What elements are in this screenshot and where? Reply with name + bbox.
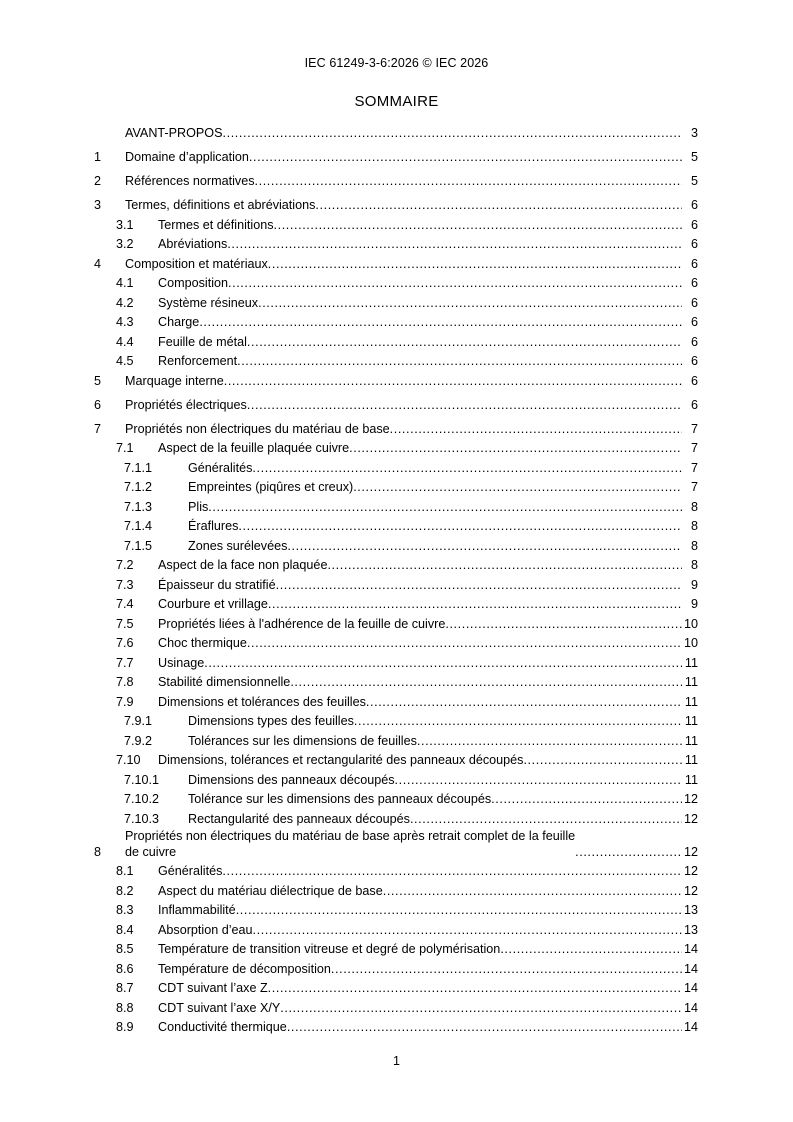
toc-entry-title: Abréviations xyxy=(158,237,228,251)
toc-entry[interactable] xyxy=(94,148,698,168)
toc-entry-page: 14 xyxy=(683,942,698,956)
dot-leader xyxy=(255,172,683,192)
dot-leader xyxy=(268,979,682,999)
dot-leader xyxy=(253,921,682,941)
toc-entry[interactable] xyxy=(94,940,698,960)
toc-entry-title: Stabilité dimensionnelle xyxy=(158,675,291,689)
toc-entry[interactable] xyxy=(94,172,698,192)
toc-entry-title: Absorption d’eau xyxy=(158,922,253,937)
dot-leader xyxy=(354,712,682,732)
toc-entry[interactable] xyxy=(94,790,698,810)
toc-entry-number: 7.4 xyxy=(116,597,134,611)
dot-leader xyxy=(252,459,682,479)
toc-entry[interactable] xyxy=(94,732,698,752)
toc-entry-number: 7.1.2 xyxy=(124,480,153,494)
dot-leader xyxy=(383,882,682,902)
toc-entry[interactable] xyxy=(94,498,698,518)
dot-leader xyxy=(236,901,682,921)
toc-entry-page: 11 xyxy=(684,772,698,787)
toc-entry[interactable] xyxy=(94,255,698,275)
toc-entry[interactable] xyxy=(94,712,698,732)
toc-entry-title: Renforcement xyxy=(158,354,238,368)
toc-entry[interactable] xyxy=(94,829,698,862)
dot-leader xyxy=(395,771,682,791)
toc-entry-page: 8 xyxy=(690,558,698,572)
toc-entry[interactable] xyxy=(94,196,698,216)
toc-entry-page: 11 xyxy=(684,675,698,689)
toc-entry-page: 5 xyxy=(690,174,698,188)
toc-entry-number: 4.3 xyxy=(116,315,134,329)
toc-entry-title: Dimensions des panneaux découpés xyxy=(188,772,395,787)
toc-entry-title: CDT suivant l’axe X/Y xyxy=(158,1000,281,1015)
toc-entry-page: 12 xyxy=(683,792,698,806)
toc-entry[interactable] xyxy=(94,333,698,353)
dot-leader xyxy=(276,576,682,596)
toc-entry-page: 6 xyxy=(690,373,698,388)
toc-entry-title: Propriétés électriques xyxy=(125,397,247,412)
toc-entry-number: 4.4 xyxy=(116,334,134,349)
toc-entry-page: 10 xyxy=(683,616,698,631)
dot-leader xyxy=(224,372,682,392)
toc-entry-page: 7 xyxy=(690,480,698,494)
toc-entry[interactable] xyxy=(94,274,698,294)
toc-entry-title: Propriétés non électriques du matériau de base xyxy=(125,421,390,436)
toc-entry-number: 8.1 xyxy=(116,864,134,878)
toc-entry-title: Système résineux xyxy=(158,295,259,310)
toc-entry-page: 14 xyxy=(683,981,698,995)
toc-entry-page: 7 xyxy=(690,441,698,455)
toc-entry-title: Termes, définitions et abréviations xyxy=(125,198,316,212)
dot-leader xyxy=(523,751,682,771)
toc-entry-number: 4.2 xyxy=(116,295,134,310)
toc-entry-title: Tolérance sur les dimensions des panneaux découpés xyxy=(188,792,492,806)
dot-leader xyxy=(353,478,682,498)
toc-entry-title: Zones surélevées xyxy=(188,538,288,553)
toc-entry-number: 8 xyxy=(94,844,102,859)
toc-entry-title: Charge xyxy=(158,315,200,329)
page-number: 1 xyxy=(393,1054,400,1068)
toc-entry-page: 6 xyxy=(690,397,698,412)
toc-entry-title: Feuille de métal xyxy=(158,334,247,349)
toc-entry-page: 12 xyxy=(683,844,698,859)
toc-entry-page: 12 xyxy=(683,883,698,898)
page-title: SOMMAIRE xyxy=(354,93,439,110)
dot-leader xyxy=(390,420,682,440)
toc-entry[interactable] xyxy=(94,901,698,921)
toc-entry-page: 14 xyxy=(683,961,698,976)
toc-entry[interactable] xyxy=(94,478,698,498)
toc-entry-page: 8 xyxy=(690,538,698,553)
dot-leader xyxy=(208,498,682,518)
toc-entry[interactable] xyxy=(94,999,698,1019)
toc-entry-page: 7 xyxy=(690,460,698,475)
toc-entry-number: 8.5 xyxy=(116,942,134,956)
toc-entry-number: 7.10.2 xyxy=(124,792,160,806)
toc-entry-page: 6 xyxy=(690,256,698,271)
toc-entry-page: 13 xyxy=(683,903,698,917)
toc-entry[interactable] xyxy=(94,352,698,372)
toc-entry-title: Termes et définitions xyxy=(158,217,274,232)
toc-entry[interactable] xyxy=(94,1018,698,1038)
toc-entry-page: 6 xyxy=(690,276,698,290)
dot-leader xyxy=(268,255,682,275)
toc-entry-page: 12 xyxy=(683,811,698,826)
toc-entry-number: 5 xyxy=(94,373,102,388)
toc-entry[interactable] xyxy=(94,634,698,654)
toc-entry-title: Dimensions types des feuilles xyxy=(188,714,354,728)
toc-entry[interactable] xyxy=(94,124,698,144)
toc-entry-number: 3 xyxy=(94,198,102,212)
toc-entry-title: Généralités xyxy=(188,460,253,475)
dot-leader xyxy=(410,810,682,830)
toc-entry-page: 11 xyxy=(684,753,698,767)
toc-entry-page: 3 xyxy=(690,126,698,140)
toc-entry-number: 8.6 xyxy=(116,961,134,976)
toc-entry[interactable] xyxy=(94,556,698,576)
toc-entry-number: 7 xyxy=(94,421,102,436)
dot-leader xyxy=(417,732,682,752)
toc-entry-number: 3.1 xyxy=(116,217,134,232)
dot-leader xyxy=(491,790,682,810)
toc-entry-title: Dimensions et tolérances des feuilles xyxy=(158,694,366,709)
toc-entry-number: 7.9 xyxy=(116,694,134,709)
dot-leader xyxy=(249,148,682,168)
dot-leader xyxy=(222,862,682,882)
toc-entry-title: Propriétés liées à l'adhérence de la feuille de cuivre xyxy=(158,616,446,631)
toc-entry-page: 6 xyxy=(690,334,698,349)
dot-leader xyxy=(287,1018,682,1038)
toc-entry[interactable] xyxy=(94,294,698,314)
dot-leader xyxy=(258,294,682,314)
toc-entry-number: 7.9.2 xyxy=(124,733,153,748)
dot-leader xyxy=(366,693,682,713)
toc-entry-title: Choc thermique xyxy=(158,636,247,650)
toc-entry-title: Usinage xyxy=(158,655,205,670)
toc-entry-number: 7.8 xyxy=(116,675,134,689)
toc-entry-title: Aspect de la face non plaquée xyxy=(158,558,328,572)
toc-entry-title-continued: de cuivre xyxy=(125,845,177,859)
toc-entry-page: 8 xyxy=(690,499,698,514)
toc-entry-number: 8.8 xyxy=(116,1000,134,1015)
toc-entry-title: Généralités xyxy=(158,864,223,878)
toc-entry-title: Empreintes (piqûres et creux) xyxy=(188,480,354,494)
toc-entry[interactable] xyxy=(94,654,698,674)
toc-entry[interactable] xyxy=(94,921,698,941)
toc-entry[interactable] xyxy=(94,862,698,882)
toc-entry[interactable] xyxy=(94,615,698,635)
toc-entry-page: 13 xyxy=(683,922,698,937)
toc-entry-number: 4.5 xyxy=(116,354,134,368)
dot-leader xyxy=(247,396,682,416)
toc-entry-number: 7.1.1 xyxy=(124,460,153,475)
dot-leader xyxy=(349,439,682,459)
dot-leader xyxy=(199,313,682,333)
toc-entry-title: Domaine d’application xyxy=(125,150,249,164)
toc-entry-page: 10 xyxy=(683,636,698,650)
toc-entry-number: 4 xyxy=(94,256,102,271)
toc-entry-number: 7.3 xyxy=(116,577,134,592)
toc-entry-number: 8.2 xyxy=(116,883,134,898)
toc-entry-page: 6 xyxy=(690,354,698,368)
toc-entry-number: 7.9.1 xyxy=(124,714,153,728)
toc-entry[interactable] xyxy=(94,459,698,479)
toc-entry[interactable] xyxy=(94,673,698,693)
dot-leader xyxy=(327,556,682,576)
toc-entry-title: Conductivité thermique xyxy=(158,1020,287,1034)
dot-leader xyxy=(445,615,682,635)
toc-entry[interactable] xyxy=(94,960,698,980)
toc-entry-title: Dimensions, tolérances et rectangularité des panneaux découpés xyxy=(158,753,524,767)
toc-entry-title: Température de transition vitreuse et degré de polymérisation xyxy=(158,942,501,956)
toc-entry-number: 7.5 xyxy=(116,616,134,631)
toc-entry-number: 1 xyxy=(94,150,102,164)
toc-entry[interactable] xyxy=(94,235,698,255)
toc-entry-title: Aspect du matériau diélectrique de base xyxy=(158,883,383,898)
toc-entry-page: 11 xyxy=(684,655,698,670)
toc-entry-title: Épaisseur du stratifié xyxy=(158,577,276,592)
dot-leader xyxy=(237,352,682,372)
toc-entry-title: Température de décomposition xyxy=(158,961,331,976)
toc-entry[interactable] xyxy=(94,810,698,830)
toc-entry[interactable] xyxy=(94,751,698,771)
table-of-contents xyxy=(94,124,698,1038)
dot-leader xyxy=(247,333,682,353)
toc-entry-number: 8.3 xyxy=(116,903,134,917)
toc-entry-title: Marquage interne xyxy=(125,373,224,388)
toc-entry[interactable] xyxy=(94,576,698,596)
document-header: IEC 61249-3-6:2026 © IEC 2026 xyxy=(304,56,489,70)
toc-entry-number: 7.10.3 xyxy=(124,811,160,826)
toc-entry-page: 5 xyxy=(690,150,698,164)
toc-entry-number: 7.10 xyxy=(116,753,141,767)
toc-entry-title: AVANT-PROPOS xyxy=(125,126,223,140)
toc-entry-page: 11 xyxy=(684,694,698,709)
toc-entry-title: Références normatives xyxy=(125,174,255,188)
toc-entry[interactable] xyxy=(94,537,698,557)
toc-entry-page: 11 xyxy=(684,733,698,748)
toc-entry-number: 7.1.5 xyxy=(124,538,153,553)
toc-entry-title: Rectangularité des panneaux découpés xyxy=(188,811,410,826)
toc-entry-title: Aspect de la feuille plaquée cuivre xyxy=(158,441,350,455)
toc-entry-title: CDT suivant l’axe Z xyxy=(158,981,268,995)
toc-entry-title: Plis xyxy=(188,499,209,514)
toc-entry[interactable] xyxy=(94,517,698,537)
toc-entry-title: Composition xyxy=(158,276,228,290)
dot-leader xyxy=(287,537,682,557)
toc-entry[interactable] xyxy=(94,979,698,999)
toc-entry-title: Courbure et vrillage xyxy=(158,597,268,611)
dot-leader xyxy=(204,654,682,674)
dot-leader xyxy=(331,960,682,980)
toc-entry[interactable] xyxy=(94,396,698,416)
toc-entry-number: 8.4 xyxy=(116,922,134,937)
toc-entry[interactable] xyxy=(94,216,698,236)
toc-entry-page: 11 xyxy=(684,714,698,728)
dot-leader xyxy=(500,940,682,960)
toc-entry-number: 4.1 xyxy=(116,276,134,290)
toc-entry-page: 14 xyxy=(683,1020,698,1034)
toc-entry-title: Tolérances sur les dimensions de feuilles xyxy=(188,733,417,748)
toc-entry-number: 7.7 xyxy=(116,655,134,670)
toc-entry[interactable] xyxy=(94,372,698,392)
toc-entry-number: 8.9 xyxy=(116,1020,134,1034)
toc-entry[interactable] xyxy=(94,420,698,440)
toc-entry-number: 6 xyxy=(94,397,102,412)
dot-leader xyxy=(223,124,682,144)
dot-leader xyxy=(247,634,682,654)
toc-entry[interactable] xyxy=(94,595,698,615)
toc-entry-number: 7.1.4 xyxy=(124,519,153,533)
toc-entry-page: 6 xyxy=(690,198,698,212)
dot-leader xyxy=(238,517,682,537)
dot-leader xyxy=(290,673,682,693)
toc-entry-page: 6 xyxy=(690,237,698,251)
dot-leader xyxy=(315,196,682,216)
toc-entry[interactable] xyxy=(94,771,698,791)
toc-entry[interactable] xyxy=(94,693,698,713)
toc-entry[interactable] xyxy=(94,882,698,902)
toc-entry[interactable] xyxy=(94,439,698,459)
toc-entry-title: Éraflures xyxy=(188,519,239,533)
toc-entry-page: 6 xyxy=(690,295,698,310)
toc-entry-number: 2 xyxy=(94,174,102,188)
dot-leader xyxy=(280,999,682,1019)
toc-entry-page: 14 xyxy=(683,1000,698,1015)
toc-entry-page: 8 xyxy=(690,519,698,533)
toc-entry-page: 6 xyxy=(690,315,698,329)
toc-entry[interactable] xyxy=(94,313,698,333)
toc-entry-number: 7.10.1 xyxy=(124,772,160,787)
toc-entry-page: 9 xyxy=(690,597,698,611)
toc-entry-number: 7.6 xyxy=(116,636,134,650)
toc-entry-number: 7.1 xyxy=(116,441,134,455)
toc-entry-number: 7.2 xyxy=(116,558,134,572)
dot-leader xyxy=(575,843,682,863)
toc-entry-number: 3.2 xyxy=(116,237,134,251)
toc-entry-title: Composition et matériaux xyxy=(125,256,268,271)
toc-entry-number: 8.7 xyxy=(116,981,134,995)
dot-leader xyxy=(268,595,682,615)
toc-entry-page: 6 xyxy=(690,217,698,232)
toc-entry-number: 7.1.3 xyxy=(124,499,153,514)
toc-entry-title: Propriétés non électriques du matériau de base après retrait complet de la feuille xyxy=(125,829,576,843)
toc-entry-page: 12 xyxy=(683,864,698,878)
toc-entry-title: Inflammabilité xyxy=(158,903,236,917)
dot-leader xyxy=(228,274,682,294)
dot-leader xyxy=(274,216,683,236)
toc-entry-page: 7 xyxy=(690,421,698,436)
toc-entry-page: 9 xyxy=(690,577,698,592)
dot-leader xyxy=(227,235,682,255)
